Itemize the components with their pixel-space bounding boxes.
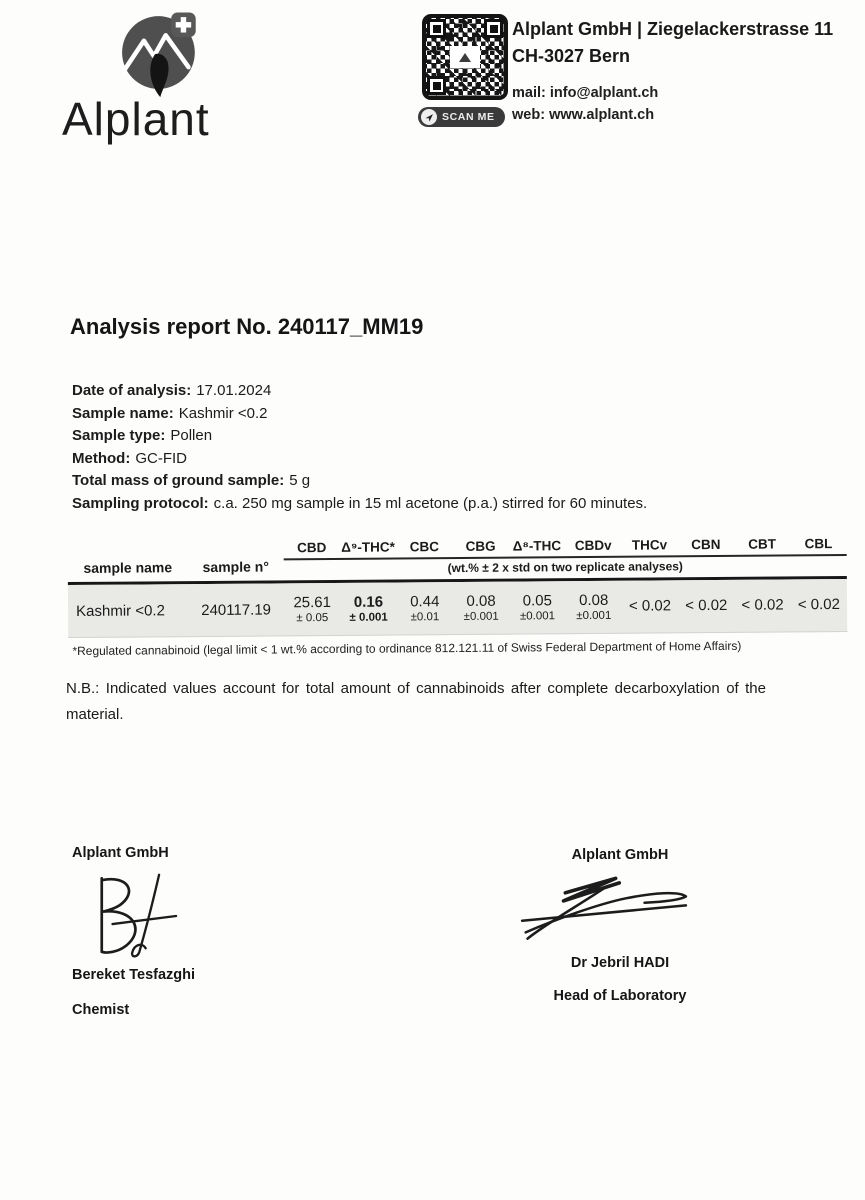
cell-cbd: 25.61 ± 0.05 bbox=[293, 593, 332, 625]
qr-code bbox=[422, 14, 508, 100]
web-value: www.alplant.ch bbox=[549, 106, 655, 123]
qr-finder-icon bbox=[427, 76, 446, 95]
cell-sample-name: Kashmir <0.2 bbox=[76, 601, 165, 620]
signature-block-chemist bbox=[72, 845, 292, 1018]
company-mail-line bbox=[512, 83, 862, 105]
regulated-footnote: *Regulated cannabinoid (legal limit < 1 wt.% according to ordinance 812.121.11 of Swiss Federal Department of Home Affairs) bbox=[72, 638, 742, 659]
nb-note: N.B.: Indicated values account for total amount of cannabinoids after complete decarboxylation of the material. bbox=[66, 680, 766, 723]
detail-method: Method: GC-FID bbox=[72, 449, 187, 467]
qr-finder-icon bbox=[427, 19, 446, 38]
col-header-cbdv: CBDv bbox=[574, 537, 612, 554]
logo-wordmark: Alplant bbox=[62, 93, 210, 145]
scan-me-badge bbox=[418, 107, 505, 127]
signature-role: Chemist bbox=[72, 1002, 130, 1018]
cell-cbt: < 0.02 bbox=[741, 596, 784, 615]
signature-company: Alplant GmbH bbox=[72, 845, 169, 861]
col-header-sample-no: sample n° bbox=[202, 558, 269, 576]
signature-name: Dr Jebril HADI bbox=[570, 955, 670, 971]
detail-sampling-protocol: Sampling protocol: c.a. 250 mg sample in 15 ml acetone (p.a.) stirred for 60 minutes. bbox=[72, 494, 648, 512]
mail-label: mail: bbox=[512, 85, 546, 101]
qr-block bbox=[418, 14, 518, 127]
detail-total-mass: Total mass of ground sample: 5 g bbox=[72, 472, 311, 489]
company-address-line2: CH-3027 Bern bbox=[512, 46, 631, 66]
col-header-thcv: THCv bbox=[631, 537, 668, 553]
results-table-header bbox=[68, 536, 847, 585]
mail-value: info@alplant.ch bbox=[549, 85, 659, 101]
cell-cbl: < 0.02 bbox=[797, 596, 841, 614]
signature-company: Alplant GmbH bbox=[571, 847, 669, 863]
detail-sample-name: Sample name: Kashmir <0.2 bbox=[72, 404, 268, 422]
company-address-line1: Alplant GmbH | Ziegelackerstrasse 11 bbox=[512, 19, 834, 39]
cell-cbdv: 0.08 ±0.001 bbox=[576, 591, 612, 622]
col-header-cbn: CBN bbox=[691, 536, 721, 553]
col-header-cbt: CBT bbox=[748, 536, 777, 552]
cell-cbg: 0.08 ±0.001 bbox=[463, 592, 499, 623]
detail-date-of-analysis: Date of analysis: 17.01.2024 bbox=[72, 382, 272, 399]
col-header-sample-name: sample name bbox=[83, 559, 173, 576]
col-header-cbc: CBC bbox=[409, 539, 440, 555]
page-title: Analysis report No. 240117_MM19 bbox=[70, 314, 424, 339]
cell-cbn: < 0.02 bbox=[685, 597, 728, 615]
head-of-laboratory-signature-image bbox=[516, 873, 692, 945]
results-table bbox=[68, 536, 848, 658]
scan-me-icon bbox=[421, 109, 437, 125]
col-header-cbd: CBD bbox=[297, 540, 327, 556]
sample-details bbox=[72, 380, 647, 515]
cell-cbc: 0.44 ±0.01 bbox=[410, 592, 440, 624]
company-logo bbox=[62, 10, 272, 146]
unit-note: (wt.% ± 2 x std on two replicate analyses) bbox=[284, 554, 847, 578]
qr-finder-icon bbox=[484, 19, 503, 38]
col-header-d9thc: Δ⁹-THC* bbox=[341, 539, 395, 555]
scan-me-label: SCAN ME bbox=[442, 111, 495, 123]
company-web-line bbox=[512, 105, 862, 127]
qr-center-logo bbox=[450, 46, 480, 68]
chemist-signature-image bbox=[88, 873, 180, 959]
detail-sample-type: Sample type: Pollen bbox=[72, 427, 213, 444]
col-header-cbg: CBG bbox=[465, 538, 496, 554]
web-label: web: bbox=[512, 106, 546, 123]
table-row bbox=[68, 579, 847, 638]
cell-d8thc: 0.05 ±0.001 bbox=[519, 591, 556, 623]
signature-role: Head of Laboratory bbox=[553, 988, 687, 1004]
cell-sample-no: 240117.19 bbox=[201, 600, 272, 619]
company-info bbox=[512, 16, 862, 127]
col-header-cbl: CBL bbox=[804, 536, 833, 552]
signature-name: Bereket Tesfazghi bbox=[72, 967, 196, 983]
col-header-d8thc: Δ⁸-THC bbox=[512, 538, 562, 554]
cell-d9thc: 0.16 ± 0.001 bbox=[349, 593, 388, 624]
cell-thcv: < 0.02 bbox=[628, 597, 672, 616]
signature-block-head-of-laboratory bbox=[530, 847, 710, 1004]
